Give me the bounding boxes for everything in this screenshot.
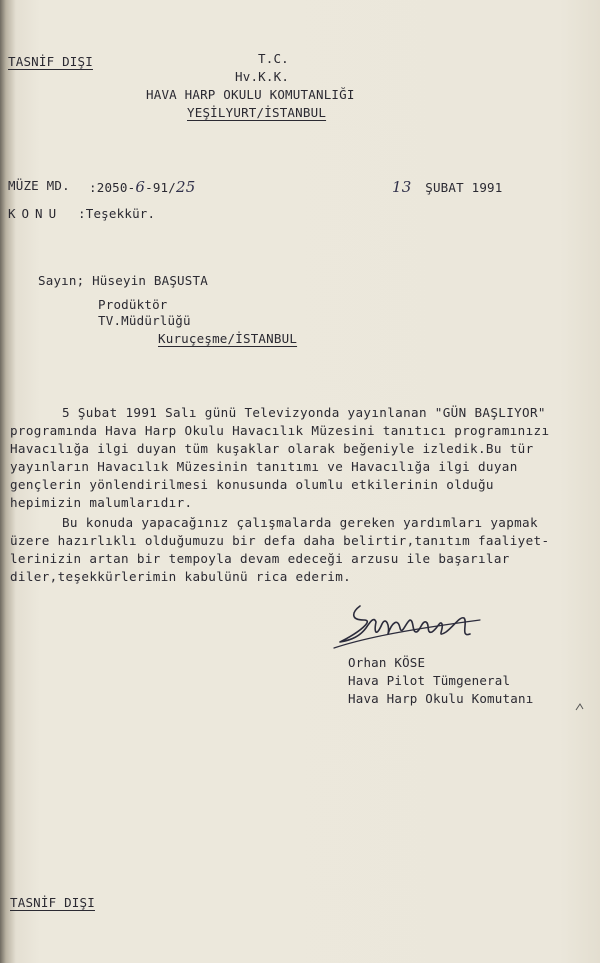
recipient-office: TV.Müdürlüğü [98,313,191,328]
body-line: hepimizin malumlarıdır. [10,495,193,510]
classification-bottom: TASNİF DIŞI [10,895,95,910]
header-line3: HAVA HARP OKULU KOMUTANLIĞI [146,87,355,102]
ref-number: :2050-6-91/25 [89,178,196,196]
handwritten-signature-icon [330,598,490,660]
classification-top: TASNİF DIŞI [8,54,93,69]
body-line: üzere hazırlıklı olduğumuzu bir defa daha belirtir,tanıtım faaliyet- [10,533,550,548]
body-line: lerinizin artan bir tempoyla devam edeceği arzusu ile başarılar [10,551,510,566]
signer-position: Hava Harp Okulu Komutanı [348,691,534,706]
recipient-address: Kuruçeşme/İSTANBUL [158,331,298,346]
body-line: diler,teşekkürlerimin kabulünü rica ederim. [10,569,352,584]
stray-mark-icon [573,700,587,714]
signer-rank: Hava Pilot Tümgeneral [348,673,511,688]
recipient-title: Prodüktör [98,297,168,312]
subject-value: :Teşekkür. [78,206,156,221]
signer-name: Orhan KÖSE [348,655,426,670]
body-line: programında Hava Harp Okulu Havacılık Müzesini tanıtıcı programınızı [10,423,550,438]
body-line: Havacılığa ilgi duyan tüm kuşaklar olarak beğeniyle izledik.Bu tür [10,441,534,456]
body-line: 5 Şubat 1991 Salı günü Televizyonda yayınlanan "GÜN BAŞLIYOR" [62,405,546,420]
header-line4: YEŞİLYURT/İSTANBUL [187,105,327,120]
subject-label: KONU [8,206,63,221]
date: 13 ŞUBAT 1991 [392,178,503,196]
body-line: Bu konuda yapacağınız çalışmalarda gereken yardımları yapmak [62,515,538,530]
header-line2: Hv.K.K. [235,69,290,84]
body-line: yayınların Havacılık Müzesinin tanıtımı ve Havacılığa ilgi duyan [10,459,518,474]
recipient-salutation: Sayın; Hüseyin BAŞUSTA [38,273,208,288]
ref-label: MÜZE MD. [8,178,70,193]
body-line: gençlerin yönlendirilmesi konusunda olumlu etkilerinin olduğu [10,477,494,492]
header-line1: T.C. [258,51,289,66]
